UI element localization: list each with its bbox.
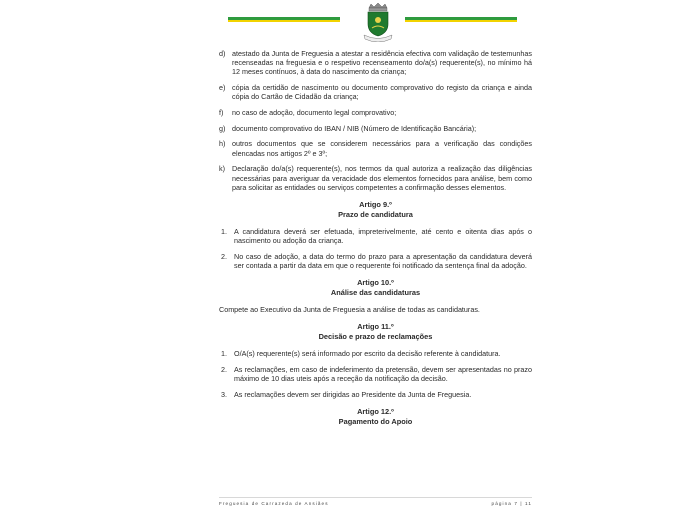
item-text: cópia da certidão de nascimento ou documento comprovativo do registo da criança e ainda cópia do Cartão de Cidadão da criança; (232, 83, 532, 102)
item-label: g) (219, 123, 226, 133)
list-item (219, 108, 532, 117)
header-stripe-left (228, 17, 340, 22)
item-label: 2. (221, 365, 227, 375)
article-10-title: Análise das candidaturas (330, 288, 421, 298)
list-item (219, 227, 532, 245)
item-label: k) (219, 164, 225, 174)
item-text: A candidatura deverá ser efetuada, impreterivelmente, até cento e oitenta dias após o nascimento ou adoção da criança. (234, 226, 532, 246)
coat-of-arms-icon (360, 2, 396, 42)
document-body (219, 49, 532, 427)
list-item (219, 83, 532, 101)
requirements-list (219, 49, 532, 192)
item-label: 1. (221, 226, 227, 236)
footer-org-name: Freguesia de Carrazeda de Ansiães (219, 501, 329, 506)
article-12-title: Pagamento do Apoio (338, 417, 413, 427)
item-label: h) (219, 139, 226, 149)
item-label: 3. (221, 390, 227, 400)
footer-divider (219, 497, 532, 498)
list-item (219, 252, 532, 270)
item-text: documento comprovativo do IBAN / NIB (Número de Identificação Bancária); (232, 123, 477, 133)
list-item (219, 49, 532, 77)
item-text: atestado da Junta de Freguesia a atestar a residência efectiva com validação de testemunhas recenseadas na freguesia e o respetivo recenseamento do/a(s) requerente(s), no mínimo há 12 meses contínuos, à data do nascimento da criança; (232, 49, 532, 77)
list-item (219, 124, 532, 133)
list-item (219, 365, 532, 383)
item-text: As reclamações, em caso de indeferimento da pretensão, devem ser apresentadas no prazo máximo de 10 dias uteis após a receção da notificação da decisão. (234, 365, 532, 384)
article-10-text: Compete ao Executivo da Junta de Freguesia a análise de todas as candidaturas. (219, 305, 480, 315)
list-item (219, 164, 532, 192)
article-10-number: Artigo 10.º (357, 278, 394, 288)
list-item (219, 349, 532, 358)
header-stripe-right (405, 17, 517, 22)
article-9-title: Prazo de candidatura (338, 209, 413, 219)
item-label: 2. (221, 251, 227, 261)
item-text: Declaração do/a(s) requerente(s), nos termos da qual autoriza a realização das diligências necessárias para averiguar da veracidade dos elementos fornecidos para análise, bem como para solicitar as entidades ou serviços competentes a confirmação desses elementos. (232, 164, 532, 192)
item-label: e) (219, 83, 226, 93)
item-text: No caso de adoção, a data do termo do prazo para a apresentação da candidatura deverá ser contada a partir da data em que o requerente foi notificado da sentença final da adoção. (234, 251, 532, 271)
article-11-number: Artigo 11.º (357, 322, 394, 332)
item-label: 1. (221, 349, 227, 359)
list-item (219, 139, 532, 157)
page-number: página 7 | 11 (491, 501, 532, 506)
article-9-number: Artigo 9.º (359, 199, 392, 209)
item-label: d) (219, 49, 226, 58)
list-item (219, 390, 532, 399)
item-text: no caso de adoção, documento legal comprovativo; (232, 108, 397, 118)
item-text: outros documentos que se considerem necessários para a verificação das condições elencadas nos artigos 2º e 3º; (232, 139, 532, 158)
item-text: As reclamações devem ser dirigidas ao Presidente da Junta de Freguesia. (234, 390, 472, 400)
article-11-title: Decisão e prazo de reclamações (318, 332, 433, 342)
item-label: f) (219, 108, 224, 118)
item-text: O/A(s) requerente(s) será informado por escrito da decisão referente à candidatura. (234, 349, 501, 359)
article-12-number: Artigo 12.º (357, 407, 394, 417)
